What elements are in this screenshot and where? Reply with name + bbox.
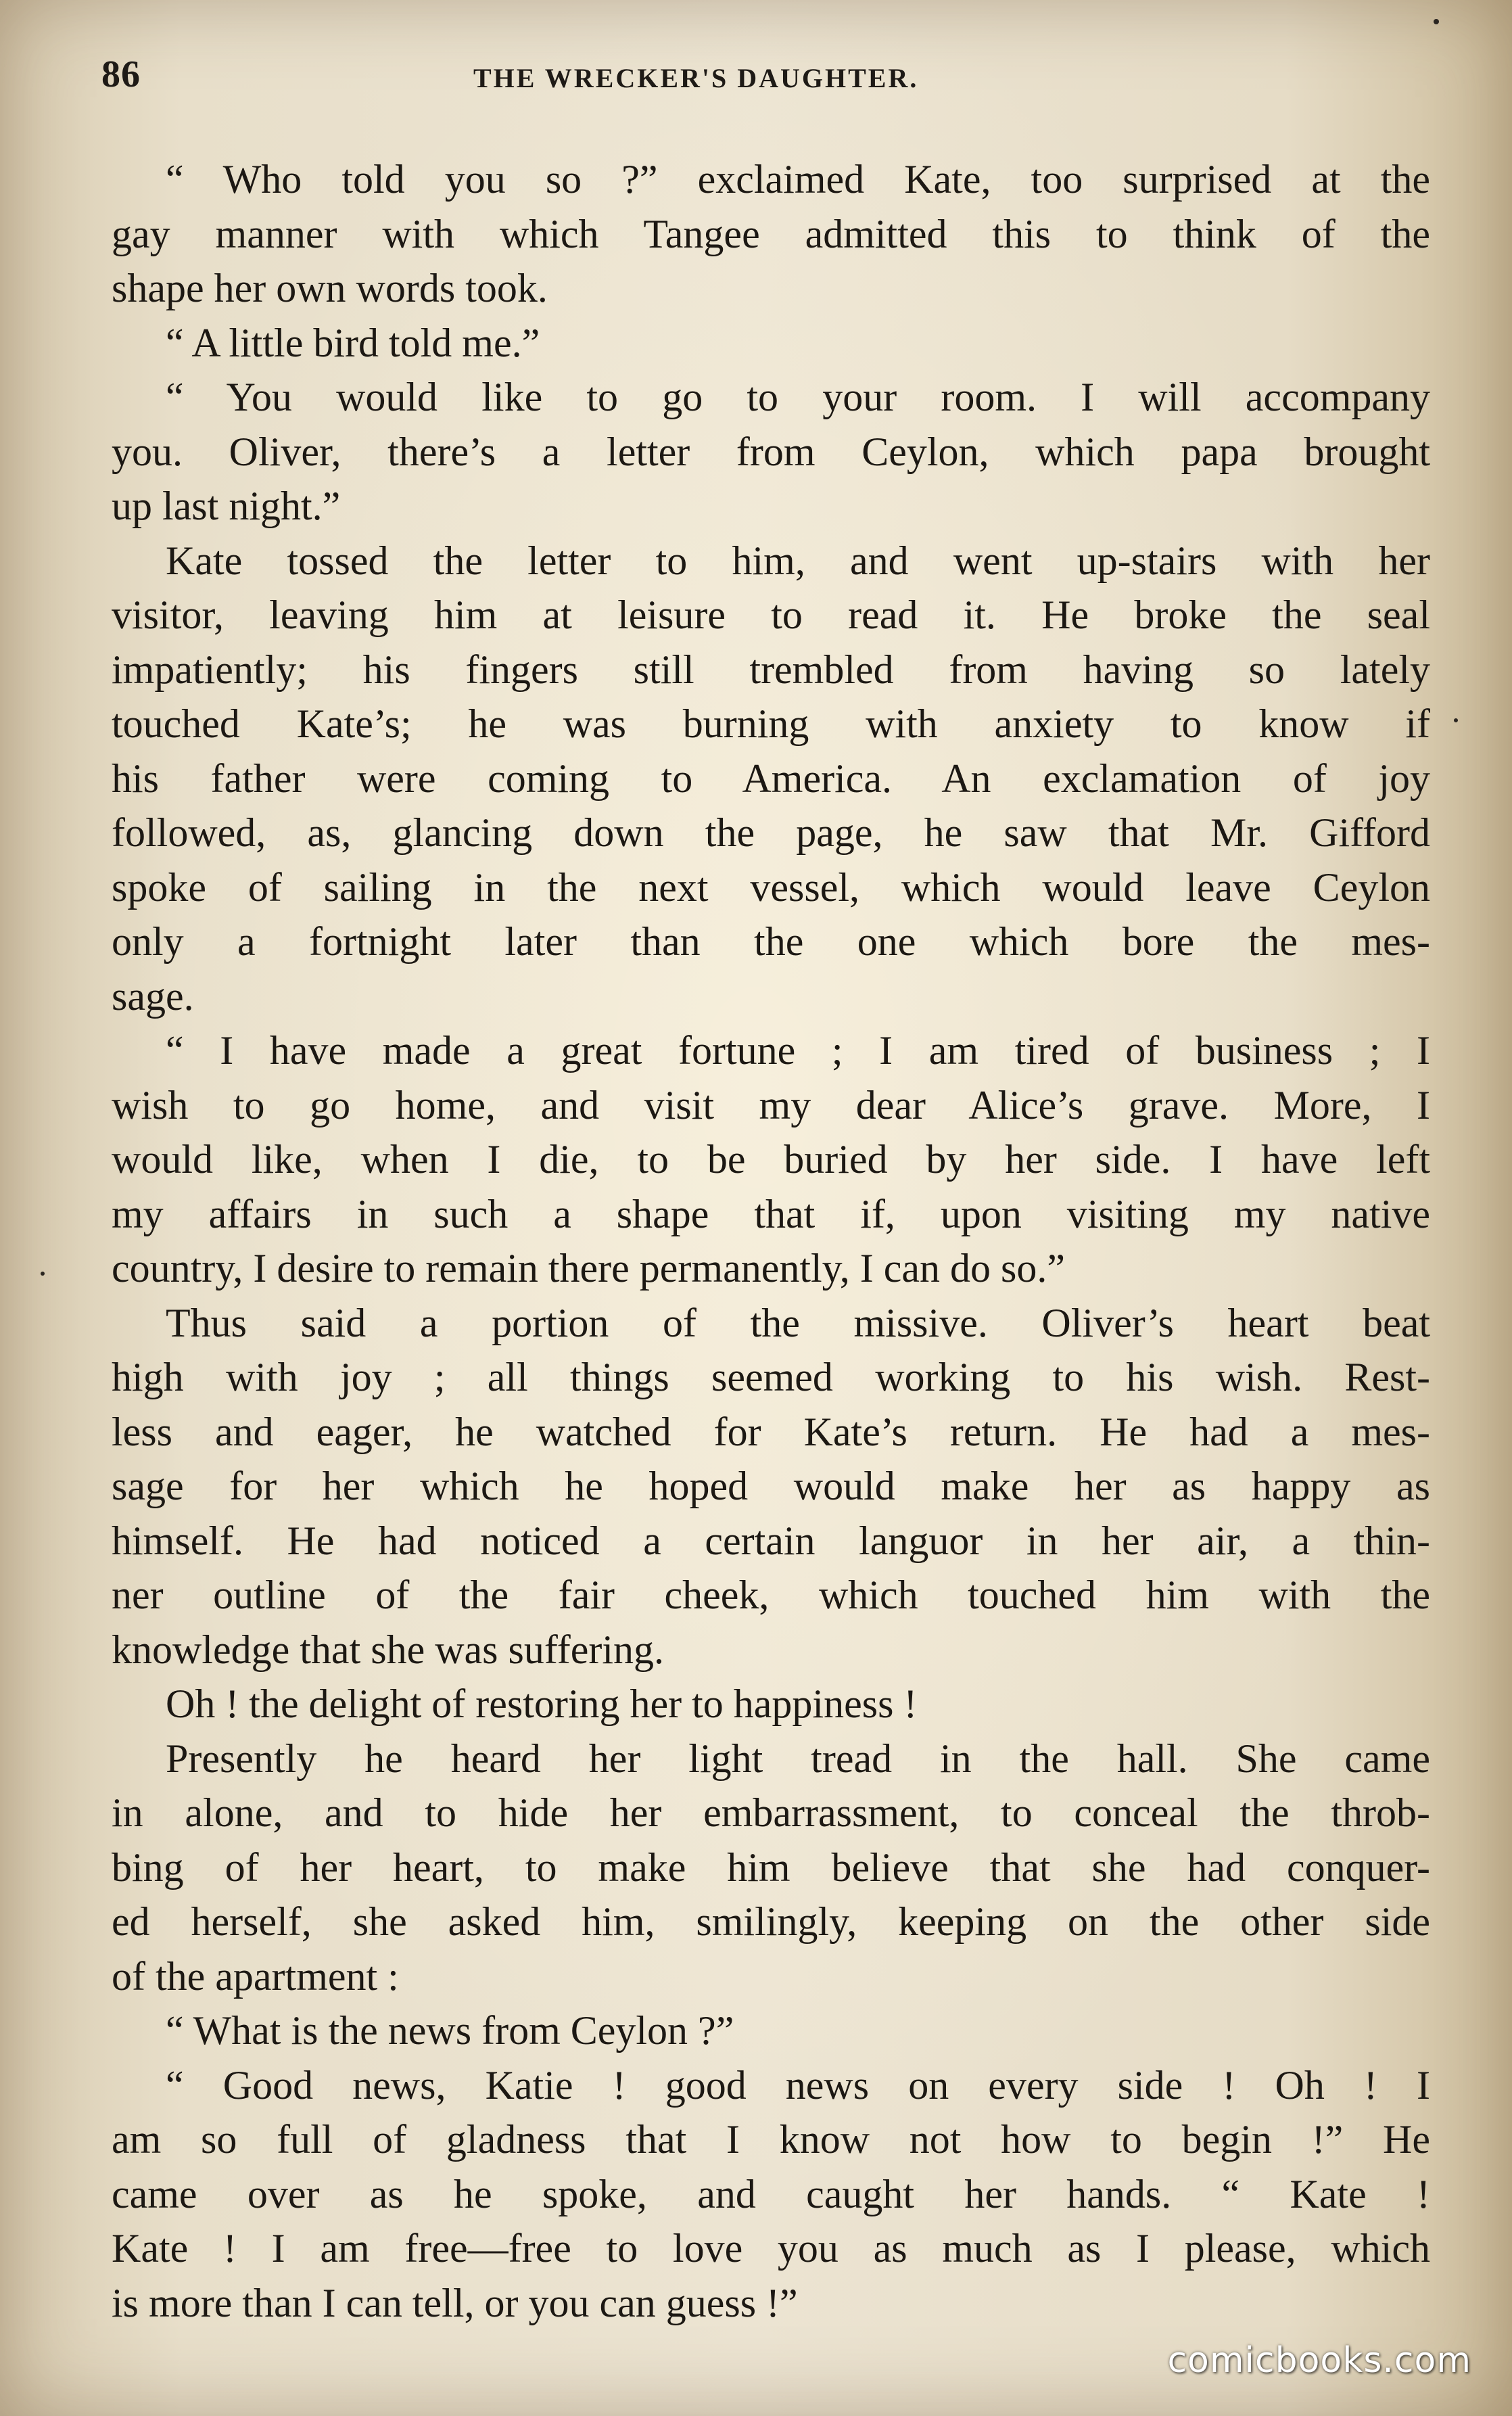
text-line: “ Who told you so ?” exclaimed Kate, too surprised at the (166, 157, 1430, 202)
text-line: knowledge that she was suffering. (112, 1627, 665, 1672)
text-line: ed herself, she asked him, smilingly, keeping on the other side (112, 1899, 1430, 1944)
page-number: 86 (101, 53, 141, 95)
text-line: my affairs in such a shape that if, upon visiting my native (112, 1191, 1430, 1236)
text-line: you. Oliver, there’s a letter from Ceylon, which papa brought (112, 429, 1430, 474)
text-line: his father were coming to America. An exclamation of joy (112, 756, 1430, 801)
text-line: bing of her heart, to make him believe that she had conquer- (112, 1844, 1430, 1890)
text-line: Presently he heard her light tread in the hall. She came (166, 1736, 1430, 1781)
text-line: only a fortnight later than the one which bore the mes- (112, 919, 1430, 964)
text-line: visitor, leaving him at leisure to read it. He broke the seal (112, 593, 1430, 637)
text-line: “ You would like to go to your room. I will accompany (166, 375, 1430, 419)
watermark: comicbooks.com (1167, 2340, 1471, 2381)
text-line: followed, as, glancing down the page, he saw that Mr. Gifford (112, 810, 1430, 855)
page-header (101, 53, 1420, 107)
text-line: less and eager, he watched for Kate’s return. He had a mes- (112, 1409, 1430, 1454)
text-line: himself. He had noticed a certain languor in her air, a thin- (112, 1518, 1430, 1563)
running-head: THE WRECKER'S DAUGHTER. (473, 63, 919, 93)
text-line: of the apartment : (112, 1953, 399, 1999)
text-line: would like, when I die, to be buried by her side. I have left (112, 1137, 1430, 1182)
print-speck (1454, 718, 1458, 722)
text-line: shape her own words took. (112, 266, 548, 310)
text-line: up last night.” (112, 484, 341, 528)
text-line: in alone, and to hide her embarrassment, to conceal the throb- (112, 1790, 1430, 1835)
text-line: “ Good news, Katie ! good news on every side ! Oh ! I (166, 2062, 1430, 2108)
text-line: am so full of gladness that I know not how to begin !” He (112, 2117, 1430, 2162)
print-speck (41, 1272, 45, 1276)
text-line: “ I have made a great fortune ; I am tired of business ; I (166, 1028, 1430, 1073)
text-line: wish to go home, and visit my dear Alice’s grave. More, I (112, 1082, 1430, 1128)
text-line: “ A little bird told me.” (166, 320, 540, 365)
text-line: spoke of sailing in the next vessel, which would leave Ceylon (112, 864, 1430, 910)
text-line: sage for her which he hoped would make her as happy as (112, 1464, 1430, 1508)
text-line: impatiently; his fingers still trembled from having so lately (112, 647, 1430, 692)
text-line: Kate ! I am free—free to love you as much as I please, which (112, 2226, 1430, 2271)
text-line: “ What is the news from Ceylon ?” (166, 2008, 734, 2053)
text-line: gay manner with which Tangee admitted this to think of the (112, 211, 1430, 256)
text-line: came over as he spoke, and caught her hands. “ Kate ! (112, 2171, 1430, 2216)
text-line: Kate tossed the letter to him, and went up-stairs with her (166, 538, 1430, 583)
text-line: Thus said a portion of the missive. Oliver’s heart beat (166, 1300, 1430, 1345)
text-line: is more than I can tell, or you can guess !” (112, 2280, 798, 2325)
text-line: Oh ! the delight of restoring her to happiness ! (166, 1681, 918, 1726)
text-line: ner outline of the fair cheek, which touched him with the (112, 1573, 1430, 1617)
body-text (112, 152, 1430, 2330)
text-line: country, I desire to remain there permanently, I can do so.” (112, 1246, 1065, 1291)
print-speck (1434, 19, 1439, 24)
text-line: sage. (112, 973, 194, 1019)
text-line: high with joy ; all things seemed working to his wish. Rest- (112, 1355, 1430, 1399)
text-line: touched Kate’s; he was burning with anxiety to know if (112, 701, 1430, 746)
